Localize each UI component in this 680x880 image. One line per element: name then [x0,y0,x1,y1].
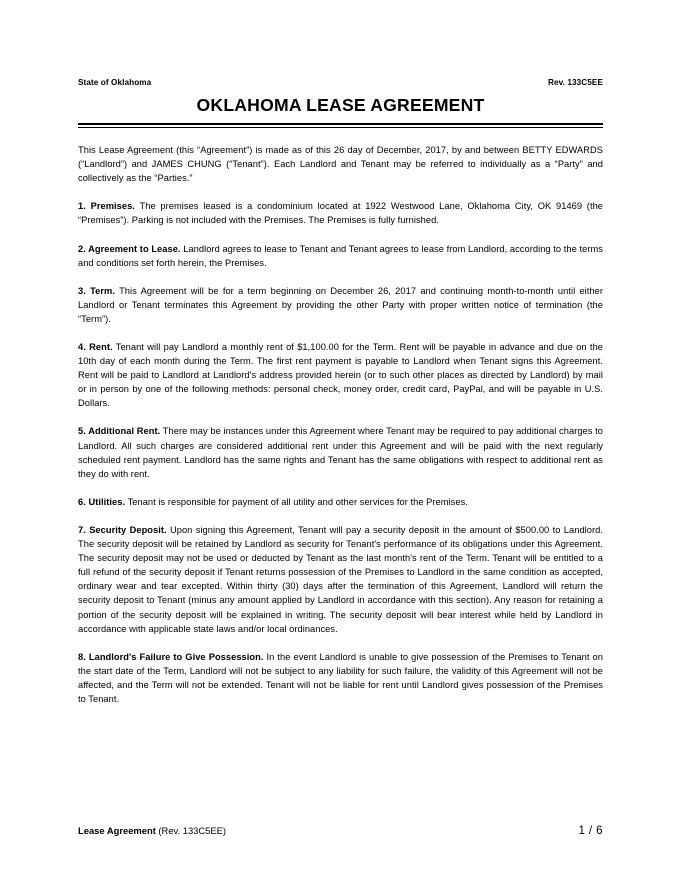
section-additional-rent-heading: 5. Additional Rent. [78,426,161,437]
section-failure-to-give-possession [78,650,603,706]
section-premises-heading: 1. Premises. [78,201,135,212]
section-additional-rent-text: There may be instances under this Agreement where Tenant may be required to pay additional charges to Landlord. All such charges are considered additional rent under this Agreement and will be paid with the next regularly scheduled rent payment. Landlord has the same rights and Tenant has the same obligations with respect to additional rent as they do with rent. [78,426,603,479]
section-additional-rent [78,424,603,480]
section-failure-to-give-possession-text: In the event Landlord is unable to give possession of the Premises to Tenant on the start date of the Term, Landlord will not be subject to any liability for such failure, the validity of this Agreement will not be affected, and the Term will not be extended. Tenant will not be liable for rent until Landlord gives possession of the Premises to Tenant. [78,651,603,704]
page-title: OKLAHOMA LEASE AGREEMENT [196,94,485,115]
section-term-heading: 3. Term. [78,285,115,296]
document-footer [78,824,603,837]
section-utilities-heading: 6. Utilities. [78,496,126,507]
section-security-deposit-heading: 7. Security Deposit. [78,524,167,535]
footer-revision: (Rev. 133C5EE) [158,825,226,836]
document-body [78,143,603,706]
section-utilities [78,495,603,509]
title-divider [78,123,603,128]
section-premises [78,199,603,227]
header-revision-label: Rev. 133C5EE [548,78,603,87]
section-rent-text: Tenant will pay Landlord a monthly rent of $1,100.00 for the Term. Rent will be payable in advance and due on the 10th day of each month during the Term. The first rent payment is payable to Landlord when Tenant signs this Agreement. Rent will be paid to Landlord at Landlord's address provided herein (or to such other places as directed by Landlord) by mail or in person by one of the following methods: personal check, money order, credit card, PayPal, and will be payable in U.S. Dollars. [78,342,603,409]
section-security-deposit-text: Upon signing this Agreement, Tenant will pay a security deposit in the amount of $500.00 to Landlord. The security deposit will be retained by Landlord as security for Tenant's performance of its obligations under this Agreement. The security deposit may not be used or deducted by Tenant as the last month's rent of the Term. Tenant will be entitled to a full refund of the security deposit if Tenant returns possession of the Premises to Landlord in the same condition as accepted, ordinary wear and tear excepted. Within thirty (30) days after the termination of this Agreement, Landlord will return the security deposit to Tenant (minus any amount applied by Landlord in accordance with this section). Any reason for retaining a portion of the security deposit will be explained in writing. The security deposit will bear interest while held by Landlord in accordance with applicable state laws and/or local ordinances. [78,524,603,634]
section-agreement-to-lease-heading: 2. Agreement to Lease. [78,243,181,254]
section-security-deposit [78,523,603,636]
divider-rule-thin [78,127,603,128]
section-agreement-to-lease-text: Landlord agrees to lease to Tenant and Tenant agrees to lease from Landlord, according to the terms and conditions set forth herein, the Premises. [78,243,603,268]
document-header [78,78,603,88]
page-number: 1 / 6 [578,824,603,837]
section-agreement-to-lease [78,242,603,270]
section-term [78,284,603,326]
section-rent [78,340,603,410]
section-premises-text: The premises leased is a condominium located at 1922 Westwood Lane, Oklahoma City, OK 91469 (the “Premises”). Parking is not included with the Premises. The Premises is fully furnished. [78,201,604,226]
footer-document-name: Lease Agreement [78,825,156,836]
section-utilities-text: Tenant is responsible for payment of all utility and other services for the Premises. [125,496,468,507]
header-state-label: State of Oklahoma [78,78,152,87]
footer-document-label [78,825,226,836]
section-rent-heading: 4. Rent. [78,342,113,352]
intro-paragraph: This Lease Agreement (this “Agreement”) is made as of this 26 day of December, 2017, by and between BETTY EDWARDS (“Landlord”) and JAMES CHUNG (“Tenant”). Each Landlord and Tenant may be referred to individually as a “Party” and collectively as the “Parties.” [78,145,603,184]
section-failure-to-give-possession-heading: 8. Landlord's Failure to Give Possession. [78,651,264,662]
section-term-text: This Agreement will be for a term beginning on December 26, 2017 and continuing month-to-month until either Landlord or Tenant terminates this Agreement by providing the other Party with proper written notice of termination (the “Term”). [78,285,603,324]
